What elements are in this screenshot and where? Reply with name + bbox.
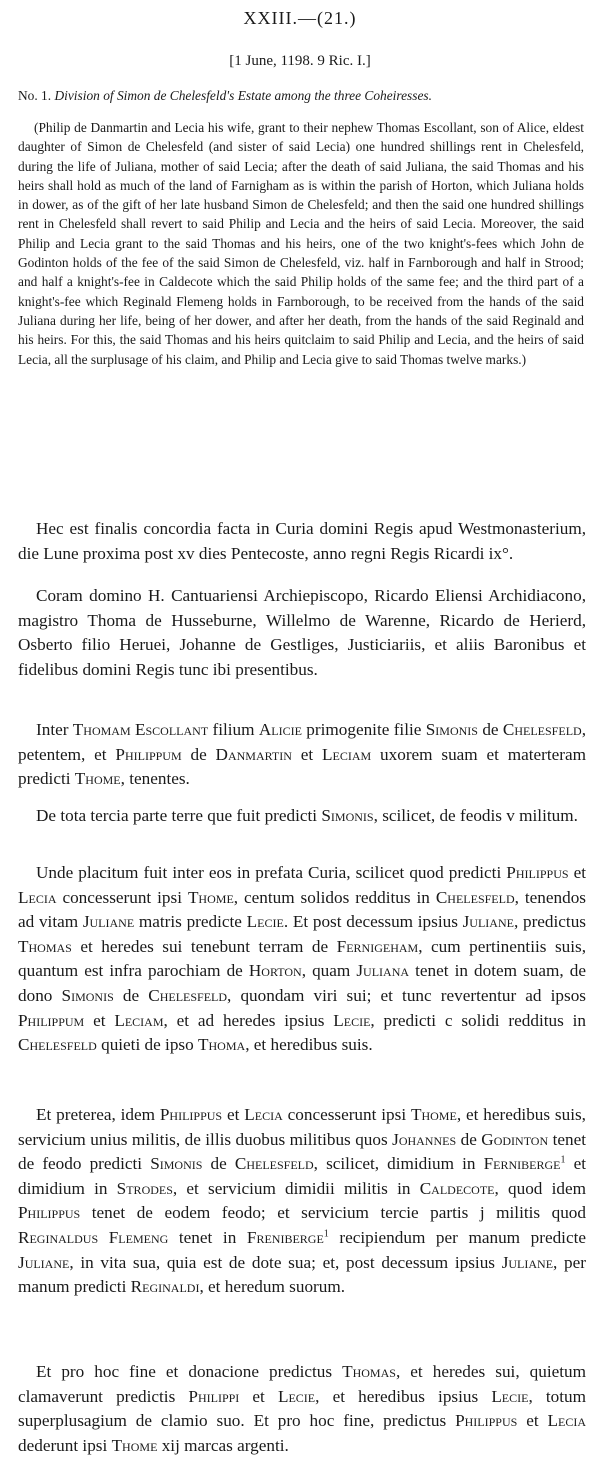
- text-run: , et heredibus ipsius: [315, 1386, 492, 1406]
- text-run: et: [568, 863, 587, 882]
- text-run: concesserunt ipsi: [56, 887, 188, 907]
- text-run: , tenentes.: [120, 769, 190, 789]
- person-name: Philippum: [115, 744, 182, 764]
- latin-paragraph-concord: Hec est finalis concordia facta in Curia domini Regis apud Westmonasterium, die Lune proxima post xv dies Pentecoste, anno regni Regis Ricardi ix°.: [18, 519, 586, 563]
- text-run: , scilicet, dimidium in: [313, 1154, 484, 1174]
- latin-paragraph-plea: [18, 861, 586, 1058]
- text-run: filium: [208, 720, 259, 739]
- latin-paragraph-justices: Coram domino H. Cantuariensi Archiepiscopo, Ricardo Eliensi Archidiacono, magistro Thoma de Husseburne, Willelmo de Warenne, Ricardo de Herierd, Osberto filio Heruei, Johanne de Gestliges, Justiciariis, et aliis Baronibus et fidelibus domini Regis tunc ibi presentibus.: [18, 586, 586, 679]
- text-run: , predictus: [513, 912, 586, 932]
- text-run: tenet de feodo predicti: [18, 1129, 586, 1174]
- place-name: Danmartin: [215, 744, 292, 764]
- place-name: Freniberge: [246, 1227, 324, 1247]
- text-run: . Et post decessum ipsius: [283, 912, 463, 932]
- text-run: , quondam viri sui; et tunc revertentur ad ipsos: [227, 985, 586, 1005]
- text-run: Et pro hoc fine et donacione predictus: [36, 1362, 343, 1381]
- person-name: Lecia: [18, 887, 57, 907]
- text-run: tenet in: [168, 1227, 247, 1247]
- person-name: Lecie: [333, 1010, 371, 1030]
- text-run: Unde placitum fuit inter eos in prefata Curia, scilicet quod predicti: [36, 863, 507, 882]
- place-name: Chelesfeld: [18, 1035, 97, 1055]
- place-name: Strodes: [116, 1178, 173, 1198]
- text-run: de: [202, 1154, 235, 1174]
- person-name: Thome: [187, 887, 234, 907]
- person-name: Reginaldi: [130, 1277, 200, 1297]
- text-run: , predicti c solidi redditus in: [370, 1010, 586, 1030]
- person-name: Lecie: [246, 912, 284, 932]
- person-name: Simonis: [321, 806, 374, 825]
- person-name: Leciam: [114, 1010, 164, 1030]
- text-run: , per manum predicti: [18, 1252, 586, 1297]
- latin-paragraph-services: [18, 1103, 586, 1300]
- text-run: de: [181, 744, 216, 764]
- person-name: Juliane: [462, 912, 514, 932]
- text-run: , scilicet, de feodis v militum.: [373, 806, 578, 825]
- text-run: uxorem suam et materteram predicti: [18, 744, 587, 789]
- person-name: Alicie: [258, 720, 302, 739]
- text-run: , petentem, et: [18, 720, 586, 764]
- person-name: Juliana: [356, 961, 410, 981]
- place-name: Godinton: [481, 1129, 549, 1149]
- person-name: Lecie: [277, 1386, 316, 1406]
- text-run: , et heredibus suis, servicium unius militis, de illis duobus militibus quos: [18, 1105, 586, 1149]
- document-number: No. 1.: [18, 88, 52, 103]
- person-name: Lecia: [244, 1105, 283, 1124]
- text-run: et: [222, 1105, 245, 1124]
- person-name: Philippus: [159, 1105, 223, 1124]
- person-name: Thome: [410, 1105, 457, 1124]
- text-run: de: [113, 985, 149, 1005]
- person-name: Thome: [111, 1435, 158, 1455]
- text-run: , cum pertinentiis suis, quantum est infra parochiam de: [18, 936, 586, 981]
- person-name: Thome: [74, 769, 121, 789]
- text-run: , in vita sua, quia est de dote sua; et, post decessum ipsius: [69, 1252, 502, 1272]
- text-run: et: [84, 1010, 115, 1030]
- text-run: , et servicium dimidii militis in: [172, 1178, 420, 1198]
- person-name: Thoma: [198, 1035, 246, 1055]
- text-run: de: [456, 1129, 482, 1149]
- text-run: primogenite filie: [301, 720, 426, 739]
- latin-paragraph-land: [18, 804, 586, 829]
- text-run: , totum superplusagium de clamio suo. Et pro hoc fine, predictus: [18, 1386, 587, 1431]
- person-name: Juliane: [18, 1252, 70, 1272]
- text-run: et: [517, 1411, 548, 1431]
- person-name: Philippus: [455, 1411, 518, 1431]
- text-run: et: [291, 744, 323, 764]
- person-name: Philippus: [18, 1203, 81, 1223]
- text-run: dederunt ipsi: [18, 1435, 112, 1455]
- person-name: Philippus: [506, 863, 569, 882]
- text-run: quieti de ipso: [96, 1035, 199, 1055]
- person-name: Philippi: [188, 1386, 240, 1406]
- person-name: Simonis: [61, 985, 114, 1005]
- place-name: Horton: [248, 961, 302, 981]
- text-run: matris predicte: [134, 912, 247, 932]
- person-name: Juliane: [501, 1252, 554, 1272]
- text-run: xij marcas argenti.: [157, 1435, 289, 1455]
- section-heading: XXIII.—(21.): [243, 8, 357, 28]
- document-date: [1 June, 1198. 9 Ric. I.]: [229, 53, 371, 69]
- text-run: De tota tercia parte terre que fuit predicti: [36, 806, 322, 825]
- place-name: Chelesfeld: [234, 1154, 314, 1174]
- person-name: Johannes: [392, 1129, 457, 1149]
- place-name: Chelesfeld: [435, 887, 515, 907]
- text-run: de: [477, 720, 503, 739]
- latin-paragraph-parties: [18, 718, 586, 792]
- person-name: Philippum: [18, 1010, 85, 1030]
- text-run: , centum solidos redditus in: [233, 887, 436, 907]
- place-name: Fernigeham: [336, 936, 419, 956]
- text-run: , quam: [301, 961, 357, 981]
- person-name: Thomas: [18, 936, 72, 956]
- text-run: tenet in dotem suam, de dono: [18, 961, 586, 1005]
- text-run: et heredes sui tenebunt terram de: [71, 936, 337, 956]
- document-title-line: [18, 88, 588, 104]
- person-name: Thomam Escollant: [72, 720, 209, 739]
- text-run: concesserunt ipsi: [282, 1105, 411, 1124]
- text-run: , et heredes sui, quietum clamaverunt predictis: [18, 1362, 586, 1406]
- text-run: , tenendos ad vitam: [18, 887, 586, 932]
- text-run: , quod idem: [494, 1178, 586, 1198]
- text-run: et: [239, 1386, 278, 1406]
- place-name: Ferniberge: [483, 1154, 561, 1174]
- person-name: Juliane: [82, 912, 135, 932]
- place-name: Chelesfeld: [148, 985, 228, 1005]
- person-name: Leciam: [322, 744, 372, 764]
- text-run: , et ad heredes ipsius: [163, 1010, 334, 1030]
- text-run: , et heredibus suis.: [245, 1035, 373, 1055]
- footnote-marker: 1: [323, 1228, 329, 1240]
- latin-paragraph-quitclaim: [18, 1360, 586, 1458]
- person-name: Simonis: [425, 720, 478, 739]
- document-title: Division of Simon de Chelesfeld's Estate among the three Coheiresses.: [54, 88, 432, 103]
- person-name: Lecia: [547, 1411, 587, 1431]
- footnote-marker: 1: [560, 1154, 566, 1166]
- person-name: Reginaldus Flemeng: [18, 1227, 169, 1247]
- text-run: recipiendum per manum predicte: [328, 1227, 586, 1247]
- text-run: et dimidium in: [18, 1154, 586, 1198]
- person-name: Lecie: [491, 1386, 529, 1406]
- text-run: tenet de eodem feodo; et servicium tercie partis j militis quod: [80, 1203, 586, 1223]
- place-name: Chelesfeld: [502, 720, 582, 739]
- text-run: , et heredum suorum.: [199, 1277, 346, 1297]
- person-name: Thomas: [342, 1362, 396, 1381]
- english-summary: (Philip de Danmartin and Lecia his wife, grant to their nephew Thomas Escollant, son of Alice, eldest daughter of Simon de Chelesfeld (and sister of said Lecia) one hundred shillings rent in Chelesfeld, during the life of Juliana, mother of said Lecia; after the death of said Juliana, the said Thomas and his heirs shall hold as much of the land of Farnigham as is within the parish of Horton, which Juliana holds in dower, as of the gift of her late husband Simon de Chelesfeld; and then the said one hundred shillings rent in Chelesfeld shall revert to said Philip and Lecia and the heirs of said Lecia. Moreover, the said Philip and Lecia grant to the said Thomas and his heirs, one of the two knight's-fees which John de Godinton holds of the fee of the said Simon de Chelesfeld, viz. half in Farnborough and half in Strood; and half a knight's-fee in Caldecote which the said Philip holds of the same fee; and the third part of a knight's-fee which Reginald Flemeng holds in Farnborough, to be received from the hands of the said Juliana during her life, being of her dower, and after her death, from the hands of the said Reginald and his heirs. For this, the said Thomas and his heirs quitclaim to said Philip and Lecia, and the heirs of said Lecia, all the surplusage of his claim, and Philip and Lecia give to said Thomas twelve marks.): [18, 120, 584, 367]
- place-name: Caldecote: [419, 1178, 495, 1198]
- person-name: Simonis: [150, 1154, 203, 1174]
- text-run: Et preterea, idem: [36, 1105, 160, 1124]
- text-run: Inter: [36, 720, 73, 739]
